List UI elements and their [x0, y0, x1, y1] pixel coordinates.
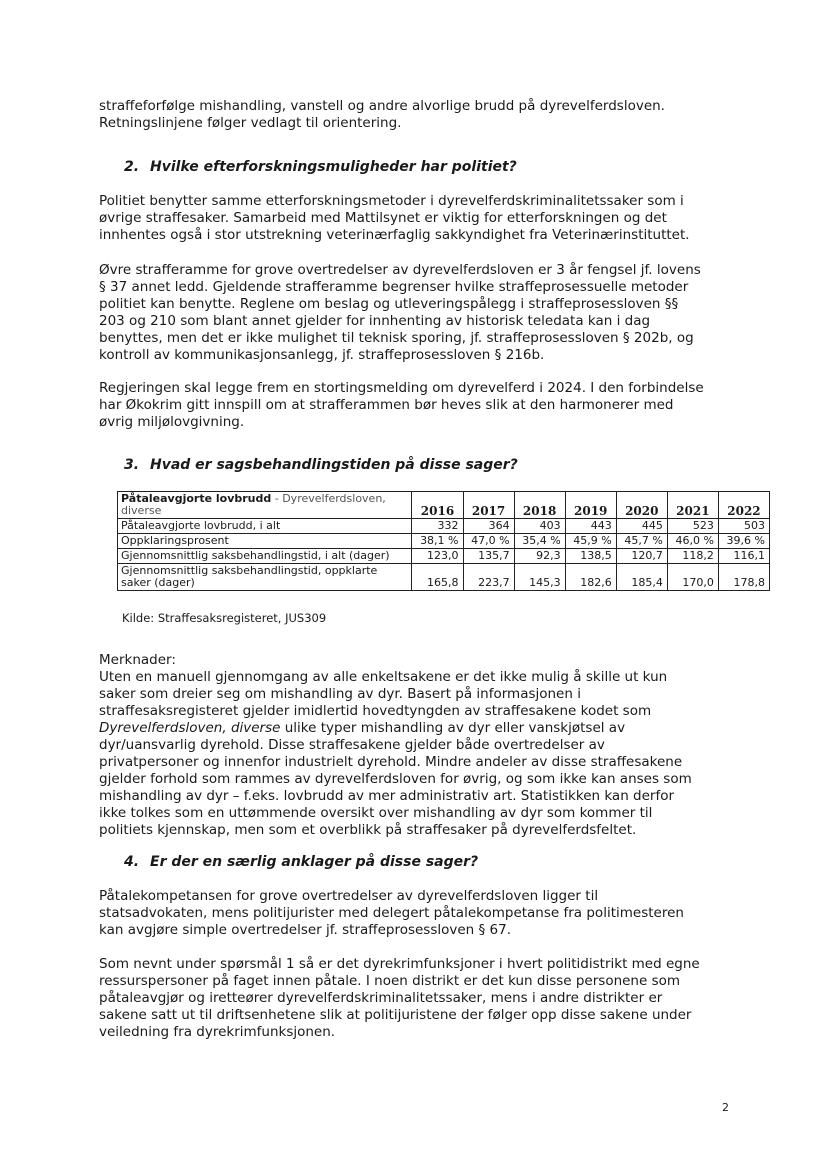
table-cell: 39,6 %: [718, 534, 769, 549]
text-line: kan avgjøre simple overtredelser jf. straffeprosessloven § 67.: [99, 922, 512, 938]
table-cell: 145,3: [514, 564, 565, 591]
row-label: Gjennomsnittlig saksbehandlingstid, i alt (dager): [118, 549, 412, 564]
table-cell: 185,4: [616, 564, 667, 591]
section-3-heading: [124, 456, 518, 474]
table-header-subtitle: - Dyrevelferdsloven, diverse: [121, 492, 386, 517]
table-header-row: [118, 492, 770, 519]
table-row: [118, 534, 770, 549]
table-cell: 120,7: [616, 549, 667, 564]
table-row: [118, 549, 770, 564]
row-label: Gjennomsnittlig saksbehandlingstid, oppklarte saker (dager): [118, 564, 412, 591]
table-cell: 445: [616, 519, 667, 534]
italic-term: Dyrevelferdsloven, diverse: [99, 720, 281, 736]
table-cell: 332: [412, 519, 463, 534]
text-line: påtaleavgjør og iretteører dyrevelferdskriminalitetssaker, mens i andre distrikter er: [99, 990, 663, 1006]
table-cell: 165,8: [412, 564, 463, 591]
text-line: straffeforfølge mishandling, vanstell og andre alvorlige brudd på dyrevelferdsloven.: [99, 98, 665, 114]
section-4-heading: [124, 853, 478, 871]
text-line: Uten en manuell gjennomgang av alle enkeltsakene er det ikke mulig å skille ut kun: [99, 669, 668, 685]
text-fragment: ulike typer mishandling av dyr eller vanskjøtsel av: [280, 720, 626, 736]
section-number: 4.: [124, 854, 140, 870]
section-4-paragraph-1: [99, 888, 739, 939]
intro-paragraph: [99, 98, 739, 132]
table-cell: 178,8: [718, 564, 769, 591]
table-cell: 45,9 %: [565, 534, 616, 549]
statistics-table: [117, 491, 770, 591]
section-2-paragraph-3: [99, 380, 739, 431]
text-line: gjelder forhold som rammes av dyrevelferdsloven for øvrig, og som ikke kan anses som: [99, 771, 692, 787]
text-line: Retningslinjene følger vedlagt til orientering.: [99, 115, 402, 131]
text-line: innhentes også i stor utstrekning veterinærfaglig sakkyndighet fra Veterinærinstituttet.: [99, 227, 690, 243]
text-line: øvrig miljølovgivning.: [99, 414, 245, 430]
table-cell: 135,7: [463, 549, 514, 564]
section-title: Hvilke efterforskningsmuligheder har politiet?: [150, 159, 517, 175]
text-line: § 37 annet ledd. Gjeldende strafferamme begrenser hvilke straffeprosessuelle metoder: [99, 279, 689, 295]
text-line: politiet kan benytte. Reglene om beslag og utleveringspålegg i straffeprosessloven §§: [99, 296, 679, 312]
table-cell: 503: [718, 519, 769, 534]
table-cell: 170,0: [667, 564, 718, 591]
section-2-paragraph-2: [99, 262, 739, 364]
year-header: 2019: [565, 492, 616, 519]
text-line: ikke tolkes som en uttømmende oversikt over mishandling av dyr som kommer til: [99, 805, 653, 821]
text-line: statsadvokaten, mens politijurister med delegert påtalekompetanse fra politimesteren: [99, 905, 684, 921]
text-line: Politiet benytter samme etterforskningsmetoder i dyrevelferdskriminalitetssaker som i: [99, 193, 684, 209]
table-source: Kilde: Straffesaksregisteret, JUS309: [122, 611, 327, 625]
section-4-paragraph-2: [99, 956, 739, 1041]
text-line: [99, 720, 739, 737]
table-cell: 403: [514, 519, 565, 534]
text-line: privatpersoner og innenfor industrielt dyrehold. Mindre andeler av disse straffesakene: [99, 754, 683, 770]
table-cell: 35,4 %: [514, 534, 565, 549]
year-header: 2020: [616, 492, 667, 519]
section-title: Er der en særlig anklager på disse sager?: [150, 854, 479, 870]
section-title: Hvad er sagsbehandlingstiden på disse sager?: [150, 457, 518, 473]
text-line: saker som dreier seg om mishandling av dyr. Basert på informasjonen i: [99, 686, 581, 702]
year-header: 2021: [667, 492, 718, 519]
year-header: 2016: [412, 492, 463, 519]
text-line: Regjeringen skal legge frem en stortingsmelding om dyrevelferd i 2024. I den forbindelse: [99, 380, 704, 396]
table-cell: 443: [565, 519, 616, 534]
table-row: [118, 519, 770, 534]
text-line: Påtalekompetansen for grove overtredelser av dyrevelferdsloven ligger til: [99, 888, 599, 904]
table-header-label: [118, 492, 412, 519]
year-header: 2017: [463, 492, 514, 519]
page-number: 2: [722, 1101, 729, 1114]
text-line: sakene satt ut til driftsenhetene slik at politijuristene der følger opp disse sakene under: [99, 1007, 692, 1023]
text-line: ressurspersoner på faget innen påtale. I noen distrikt er det kun disse personene som: [99, 973, 681, 989]
table-cell: 38,1 %: [412, 534, 463, 549]
table-cell: 123,0: [412, 549, 463, 564]
table-cell: 45,7 %: [616, 534, 667, 549]
text-line: mishandling av dyr – f.eks. lovbrudd av mer administrativ art. Statistikken kan derfor: [99, 788, 675, 804]
table-cell: 47,0 %: [463, 534, 514, 549]
table-cell: 46,0 %: [667, 534, 718, 549]
text-line: Øvre strafferamme for grove overtredelser av dyrevelferdsloven er 3 år fengsel jf. lovens: [99, 262, 701, 278]
row-label: Oppklaringsprosent: [118, 534, 412, 549]
section-number: 2.: [124, 159, 140, 175]
remarks-heading: Merknader:: [99, 652, 176, 668]
table-cell: 116,1: [718, 549, 769, 564]
table-header-title: Påtaleavgjorte lovbrudd: [121, 492, 272, 505]
text-line: veiledning fra dyrekrimfunksjonen.: [99, 1024, 336, 1040]
text-line: benyttes, men det er ikke mulighet til teknisk sporing, jf. straffeprosessloven § 202b, og: [99, 330, 694, 346]
text-line: øvrige straffesaker. Samarbeid med Mattilsynet er viktig for etterforskningen og det: [99, 210, 667, 226]
table-cell: 138,5: [565, 549, 616, 564]
year-header: 2018: [514, 492, 565, 519]
text-line: dyr/uansvarlig dyrehold. Disse straffesakene gjelder både overtredelser av: [99, 737, 605, 753]
table-cell: 92,3: [514, 549, 565, 564]
table-row: [118, 564, 770, 591]
text-line: har Økokrim gitt innspill om at strafferammen bør heves slik at den harmonerer med: [99, 397, 674, 413]
year-header: 2022: [718, 492, 769, 519]
table-cell: 182,6: [565, 564, 616, 591]
text-line: kontroll av kommunikasjonsanlegg, jf. straffeprosessloven § 216b.: [99, 347, 545, 363]
table-cell: 118,2: [667, 549, 718, 564]
text-line: Som nevnt under spørsmål 1 så er det dyrekrimfunksjoner i hvert politidistrikt med egne: [99, 956, 700, 972]
remarks-paragraph: [99, 652, 739, 839]
text-line: politiets kjennskap, men som et overblikk på straffesaker på dyrevelferdsfeltet.: [99, 822, 637, 838]
table-cell: 523: [667, 519, 718, 534]
row-label: Påtaleavgjorte lovbrudd, i alt: [118, 519, 412, 534]
section-2-heading: [124, 158, 517, 176]
section-number: 3.: [124, 457, 140, 473]
text-line: 203 og 210 som blant annet gjelder for innhenting av historisk teledata kan i dag: [99, 313, 651, 329]
table-cell: 364: [463, 519, 514, 534]
section-2-paragraph-1: [99, 193, 739, 244]
text-line: straffesaksregisteret gjelder imidlertid hovedtyngden av straffesakene kodet som: [99, 703, 652, 719]
table-cell: 223,7: [463, 564, 514, 591]
